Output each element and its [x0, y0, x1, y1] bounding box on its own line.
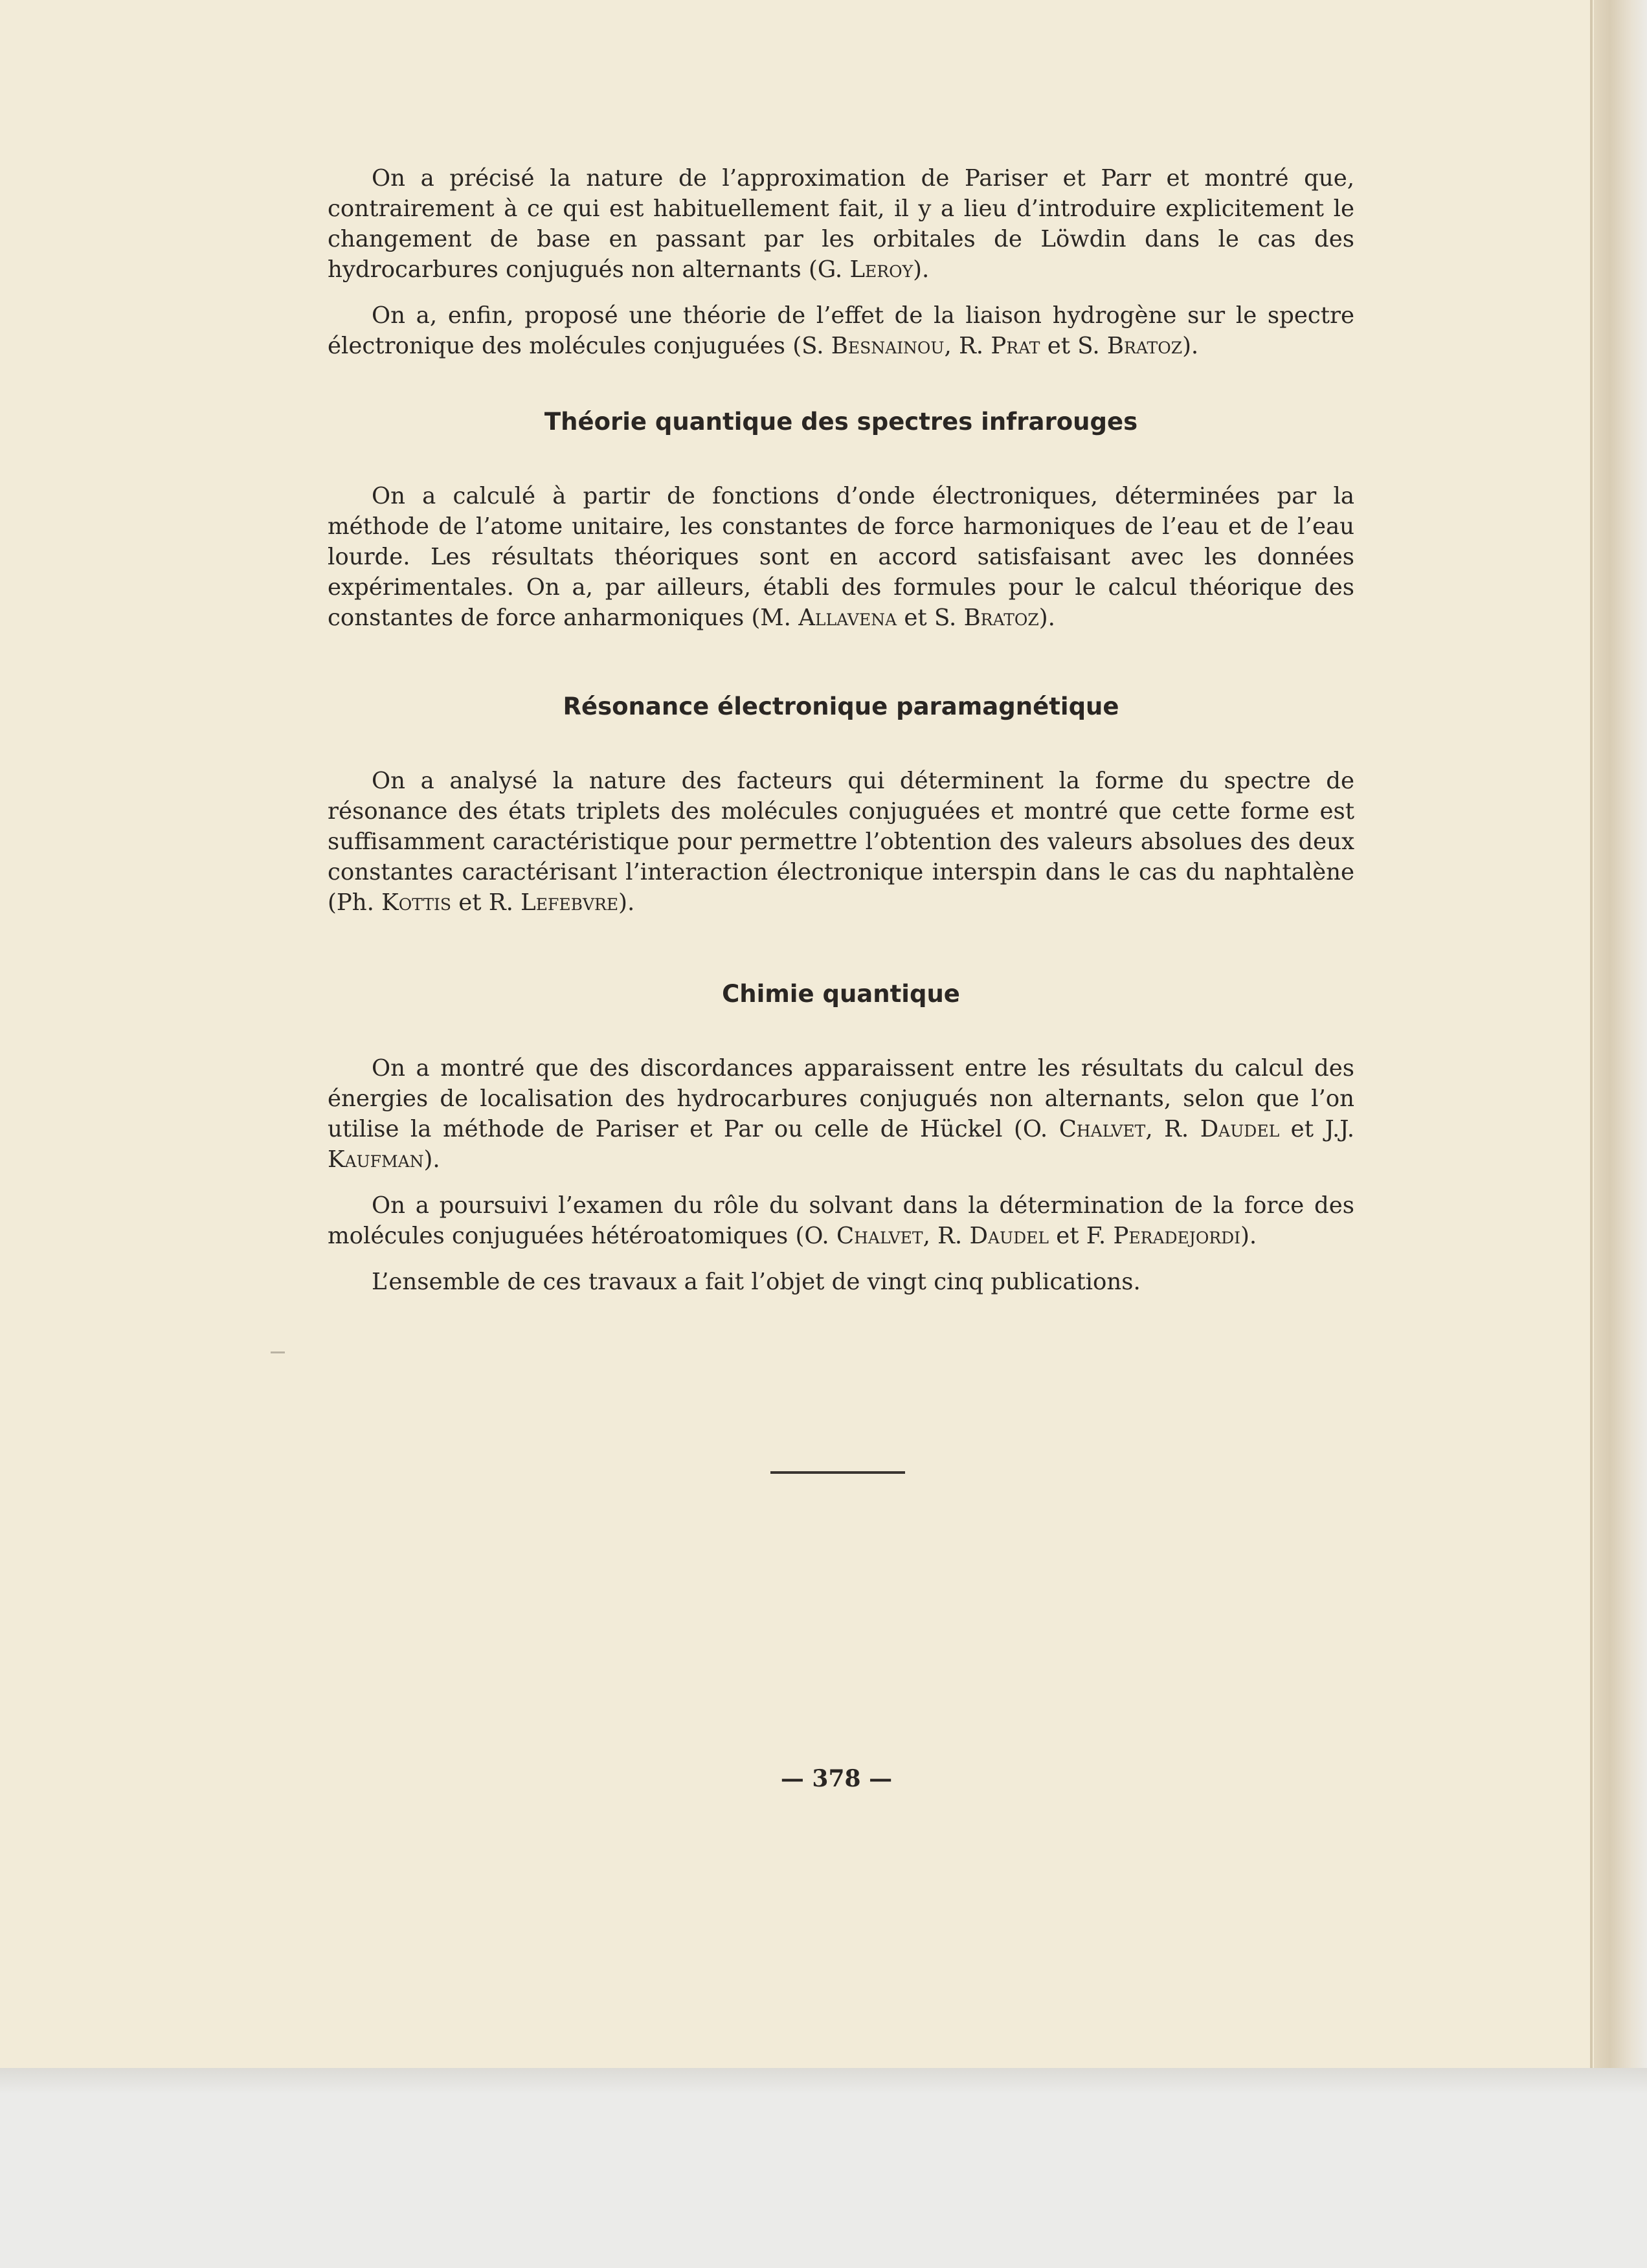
- author-name: Bratoz: [1106, 333, 1183, 359]
- paragraph-solvent-role: On a poursuivi l’examen du rôle du solvant dans la détermination de la force des molécules conjuguées hétéroatomiques (O. Chalvet, R. Daudel et F. Peradejordi).: [328, 1192, 1354, 1249]
- closing-rule: [770, 1471, 905, 1474]
- author-name: Peradejordi: [1113, 1223, 1241, 1249]
- author-name: Bratoz: [963, 605, 1039, 631]
- paragraph-epr: On a analysé la nature des facteurs qui déterminent la forme du spectre de résonance des états triplets des molécules conjuguées et montré que cette forme est suffisamment caractéristique pour permettre l’obtention des valeurs absolues des deux constantes caractérisant l’interaction électronique interspin dans le cas du naphtalène (Ph. Kottis et R. Lefebvre).: [328, 768, 1354, 916]
- author-name: Allavena: [798, 605, 897, 631]
- section-heading-quantum-chemistry: Chimie quantique: [722, 980, 960, 1008]
- author-name: Lefebvre: [521, 889, 619, 916]
- section-heading-epr: Résonance électronique paramagnétique: [563, 693, 1119, 720]
- paragraph-localisation-energies: On a montré que des discordances apparaissent entre les résultats du calcul des énergies de localisation des hydrocarbures conjugués non alternants, selon que l’on utilise la méthode de Pariser et Par ou celle de Hückel (O. Chalvet, R. Daudel et J.J. Kaufman).: [328, 1055, 1354, 1173]
- document-body: [328, 163, 1354, 1313]
- paper-fold-line: [1590, 0, 1593, 2068]
- author-name: Daudel: [969, 1223, 1049, 1249]
- page-number: — 378 —: [780, 1765, 893, 1792]
- scanner-background: [0, 2068, 1647, 2094]
- paragraph-publications-summary: L’ensemble de ces travaux a fait l’objet de vingt cinq publications.: [372, 1269, 1141, 1295]
- section-heading-infrared: Théorie quantique des spectres infrarouges: [544, 408, 1138, 436]
- author-name: Chalvet: [1059, 1116, 1146, 1142]
- paragraph-pariser-parr: On a précisé la nature de l’approximation de Pariser et Parr et montré que, contrairement à ce qui est habituellement fait, il y a lieu d’introduire explicitement le changement de base en passant par les orbitales de Löwdin dans le cas des hydrocarbures conjugués non alternants (G. Leroy).: [328, 165, 1354, 283]
- author-name: Kottis: [381, 889, 452, 916]
- author-name: Prat: [991, 333, 1040, 359]
- author-name: Kaufman: [328, 1146, 424, 1173]
- author-name: Leroy: [849, 256, 913, 283]
- paper-speck: [271, 1351, 285, 1353]
- author-name: Daudel: [1200, 1116, 1280, 1142]
- author-name: Chalvet: [836, 1223, 923, 1249]
- author-name: Besnainou: [831, 333, 945, 359]
- paragraph-hydrogen-bond: On a, enfin, proposé une théorie de l’effet de la liaison hydrogène sur le spectre électronique des molécules conjuguées (S. Besnainou, R. Prat et S. Bratoz).: [328, 302, 1354, 359]
- paragraph-infrared: On a calculé à partir de fonctions d’onde électroniques, déterminées par la méthode de l’atome unitaire, les constantes de force harmoniques de l’eau et de l’eau lourde. Les résultats théoriques sont en accord satisfaisant avec les données expérimentales. On a, par ailleurs, établi des formules pour le calcul théorique des constantes de force anharmoniques (M. Allavena et S. Bratoz).: [328, 483, 1354, 631]
- paper-edge: [1594, 0, 1647, 2068]
